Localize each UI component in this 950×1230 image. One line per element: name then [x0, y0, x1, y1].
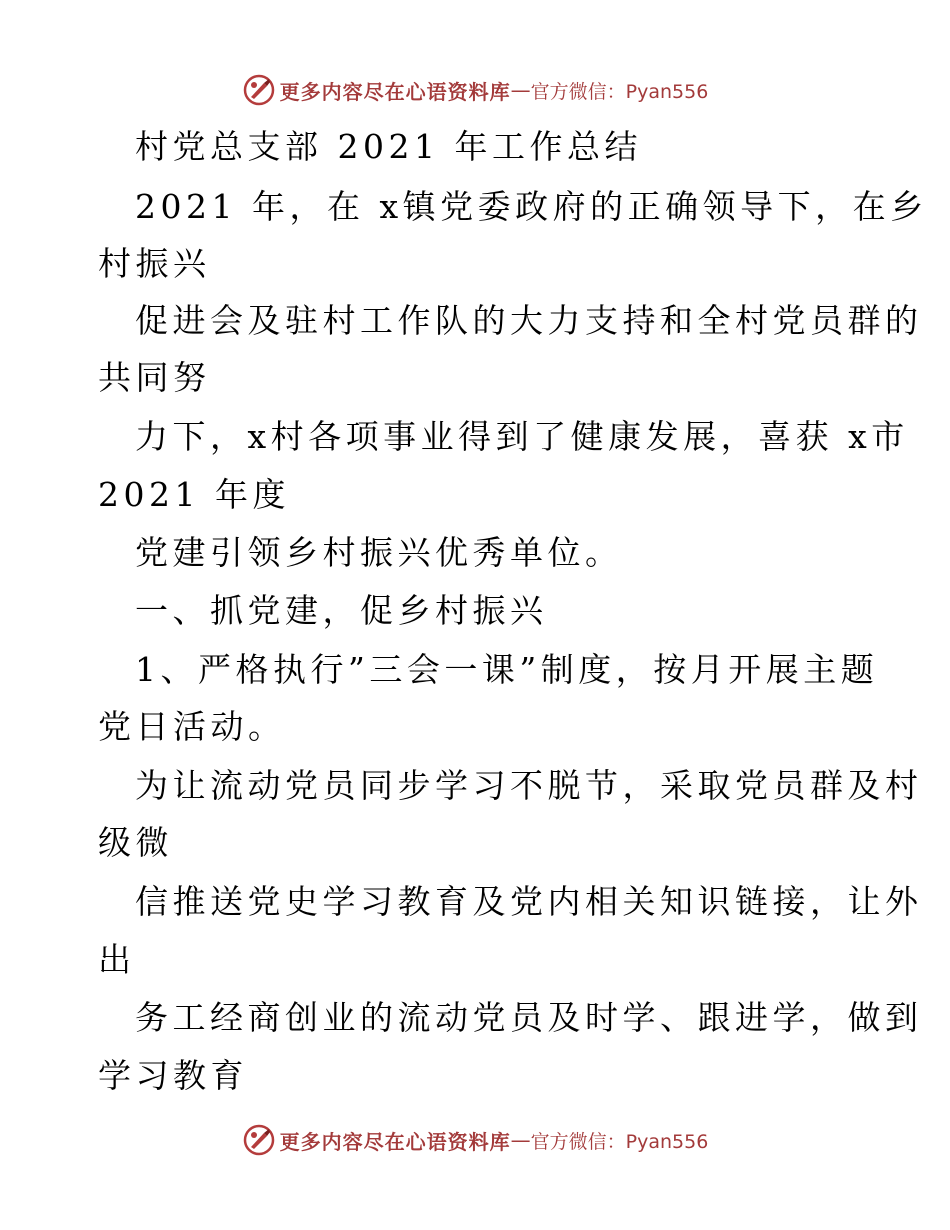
- paragraph-line: 2021 年度: [98, 475, 290, 514]
- document-title: 村党总支部 2021 年工作总结: [135, 127, 642, 166]
- paragraph-line: 村振兴: [98, 244, 211, 283]
- paragraph-line: 促进会及驻村工作队的大力支持和全村党员群的: [135, 301, 923, 340]
- watermark-banner-bottom: [0, 1120, 950, 1160]
- watermark-wechat: 官方微信：Pyan556: [530, 1130, 709, 1153]
- watermark-wechat: 官方微信：Pyan556: [530, 80, 709, 103]
- paragraph-line: 出: [98, 940, 136, 979]
- watermark-text: 更多内容尽在心语资料库: [279, 79, 511, 104]
- paragraph-line: 信推送党史学习教育及党内相关知识链接，让外: [135, 882, 923, 921]
- paragraph-line: 为让流动党员同步学习不脱节，采取党员群及村: [135, 766, 923, 805]
- watermark-text: 更多内容尽在心语资料库: [279, 1129, 511, 1154]
- paragraph-line: 1、严格执行”三会一课”制度，按月开展主题: [135, 650, 879, 689]
- watermark-separator: —: [510, 78, 531, 102]
- quill-pen-logo-icon: [242, 73, 276, 107]
- paragraph-line: 共同努: [98, 358, 211, 397]
- paragraph-line: 务工经商创业的流动党员及时学、跟进学，做到: [135, 998, 923, 1037]
- paragraph-line: 学习教育: [98, 1056, 248, 1095]
- section-heading: 一、抓党建，促乡村振兴: [135, 591, 548, 630]
- paragraph-line: 2021 年，在 x镇党委政府的正确领导下，在乡: [135, 187, 928, 226]
- paragraph-line: 力下，x村各项事业得到了健康发展，喜获 x市: [135, 417, 909, 456]
- watermark-banner-top: [0, 70, 950, 110]
- paragraph-line: 党日活动。: [98, 707, 286, 746]
- watermark-separator: —: [510, 1128, 531, 1152]
- paragraph-line: 党建引领乡村振兴优秀单位。: [135, 533, 623, 572]
- quill-pen-logo-icon: [242, 1123, 276, 1157]
- paragraph-line: 级微: [98, 823, 173, 862]
